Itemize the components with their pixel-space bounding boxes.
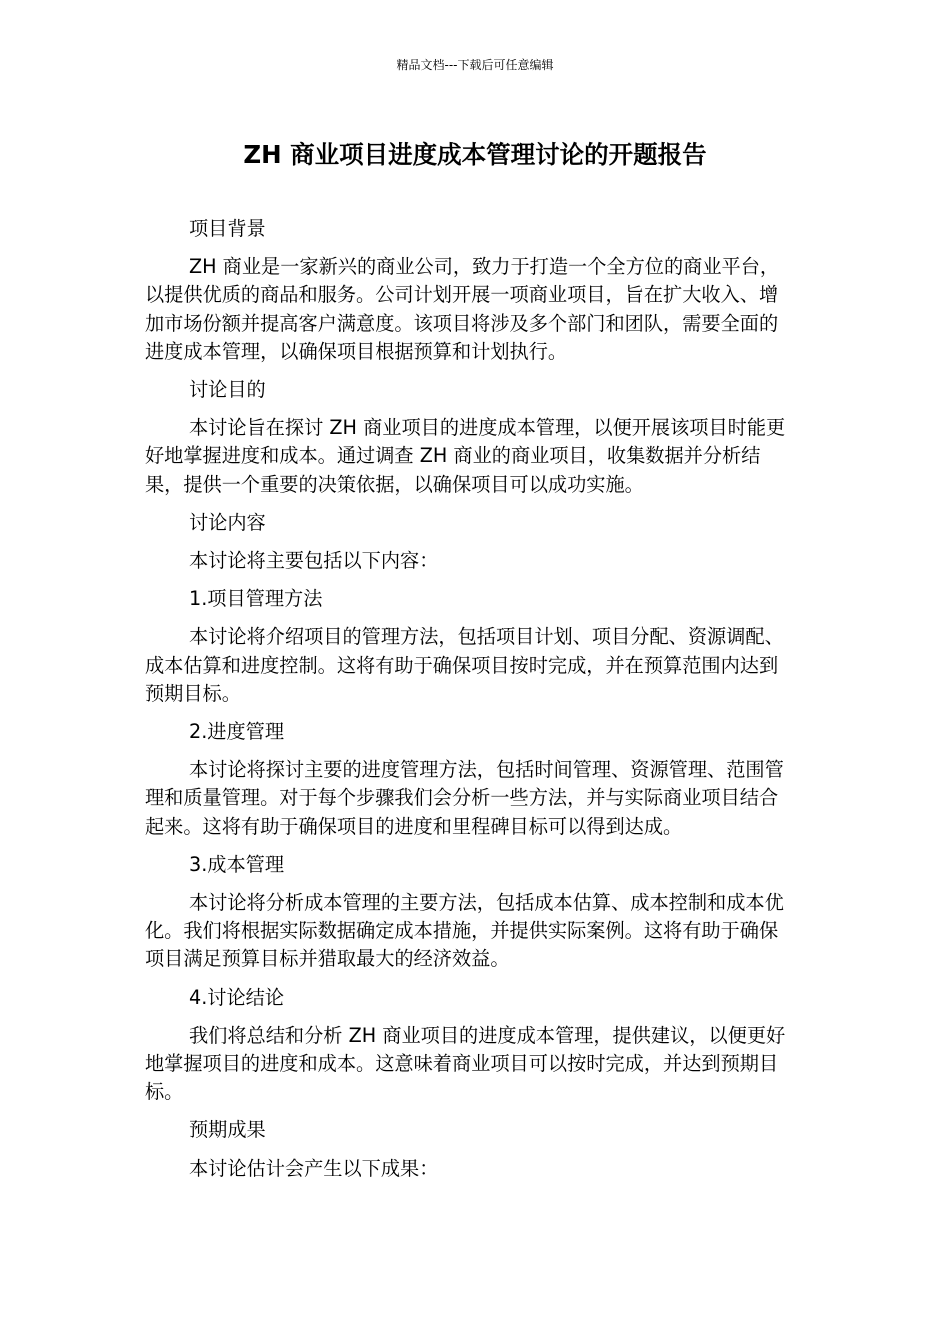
subheading-conclusion: 4.讨论结论	[189, 985, 285, 1009]
section-heading-expected-results: 预期成果	[189, 1118, 266, 1142]
paragraph-schedule-management: 本讨论将探讨主要的进度管理方法，包括时间管理、资源管理、范围管理和质量管理。对于每个步骤我们会分析一些方法，并与实际商业项目结合起来。这将有助于确保项目的进度和里程碑目标可以得到达成。	[145, 758, 784, 838]
subheading-schedule-management: 2.进度管理	[189, 720, 285, 744]
page-header: 精品文档---下载后可任意编辑	[396, 58, 554, 72]
section-heading-purpose: 讨论目的	[189, 378, 266, 402]
subheading-cost-management: 3.成本管理	[189, 852, 285, 876]
paragraph-purpose: 本讨论旨在探讨 ZH 商业项目的进度成本管理，以便开展该项目时能更好地掌握进度和成本。通过调查 ZH 商业的商业项目，收集数据并分析结果，提供一个重要的决策依据，以确保项目可以成功实施。	[145, 416, 786, 496]
document-title: ZH 商业项目进度成本管理讨论的开题报告	[243, 140, 707, 169]
subheading-project-management: 1.项目管理方法	[189, 587, 323, 611]
section-heading-content: 讨论内容	[189, 510, 266, 534]
paragraph-expected-results: 本讨论估计会产生以下成果：	[189, 1156, 439, 1180]
section-heading-background: 项目背景	[189, 217, 266, 240]
paragraph-conclusion: 我们将总结和分析 ZH 商业项目的进度成本管理，提供建议，以便更好地掌握项目的进度和成本。这意味着商业项目可以按时完成，并达到预期目标。	[145, 1023, 786, 1104]
paragraph-cost-management: 本讨论将分析成本管理的主要方法，包括成本估算、成本控制和成本优化。我们将根据实际数据确定成本措施，并提供实际案例。这将有助于确保项目满足预算目标并猎取最大的经济效益。	[145, 891, 784, 971]
paragraph-content-intro: 本讨论将主要包括以下内容：	[189, 549, 439, 573]
document-body	[145, 215, 795, 1193]
paragraph-project-management: 本讨论将介绍项目的管理方法，包括项目计划、项目分配、资源调配、成本估算和进度控制。这将有助于确保项目按时完成，并在预算范围内达到预期目标。	[145, 625, 784, 705]
paragraph-background: ZH 商业是一家新兴的商业公司，致力于打造一个全方位的商业平台，以提供优质的商品和服务。公司计划开展一项商业项目，旨在扩大收入、增加市场份额并提高客户满意度。该项目将涉及多个部门和团队，需要全面的进度成本管理，以确保项目根据预算和计划执行。	[145, 255, 780, 363]
